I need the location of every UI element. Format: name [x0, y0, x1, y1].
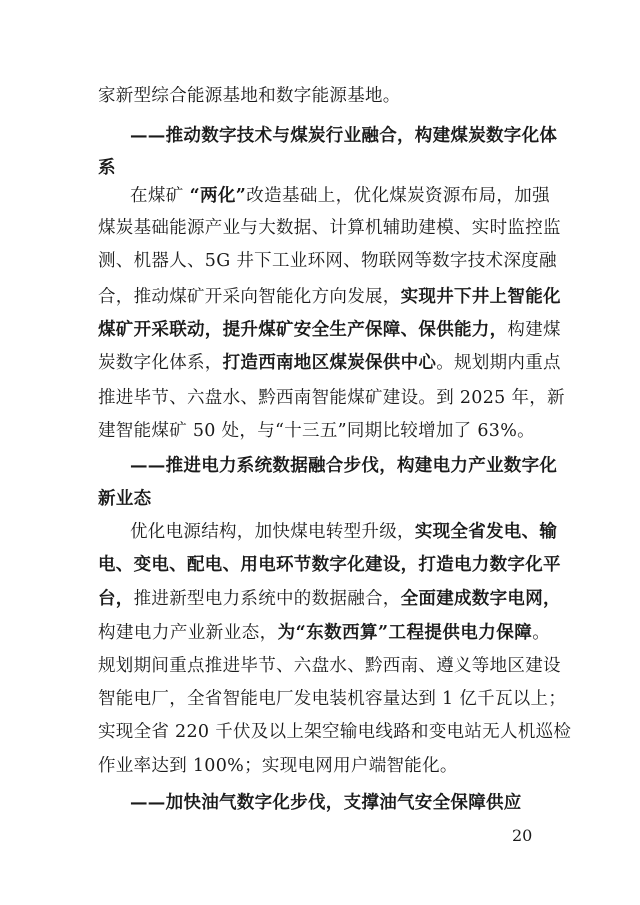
- paragraph-line: [130, 184, 550, 208]
- paragraph-line: [98, 754, 550, 778]
- section-heading: [130, 454, 558, 478]
- bold-text-run: 新业态: [98, 489, 152, 509]
- text-run: 作业率达到 100%；实现电网用户端智能化。: [98, 756, 458, 776]
- text-run: 测、机器人、5G 井下工业环网、物联网等数字技术深度融: [98, 251, 557, 271]
- bold-text-run: 实现全省发电、输: [414, 522, 558, 542]
- bold-text-run: 打造西南地区煤炭保供中心: [222, 353, 437, 373]
- text-run: 合，推动煤矿开采向智能化方向发展，: [98, 287, 401, 307]
- bold-text-run: 为“东数西算”工程提供电力保障: [277, 623, 533, 643]
- paragraph-line: [98, 654, 561, 678]
- text-run: 优化电源结构，加快煤电转型升级，: [130, 522, 415, 542]
- text-line: [98, 84, 550, 108]
- paragraph-line: [98, 419, 550, 443]
- text-run: 煤炭基础能源产业与大数据、计算机辅助建模、实时监控监: [98, 218, 561, 238]
- bold-text-run: ——推动数字技术与煤炭行业融合，构建煤炭数字化体: [130, 126, 558, 146]
- paragraph-line: [98, 587, 561, 611]
- bold-text-run: 电、变电、配电、用电环节数字化建设，打造电力数字化平: [98, 555, 561, 575]
- section-heading-continued: [98, 487, 550, 511]
- section-heading-continued: [98, 156, 550, 180]
- text-run: 。: [532, 623, 550, 643]
- bold-text-run: ——加快油气数字化步伐，支撑油气安全保障供应: [130, 793, 522, 813]
- text-run: 构建煤: [507, 320, 561, 340]
- text-run: 改造基础上，优化煤炭资源布局，加强: [246, 186, 550, 206]
- paragraph-line: [98, 318, 561, 342]
- bold-text-run: 系: [98, 158, 116, 178]
- paragraph-line: [98, 216, 561, 240]
- page-number: 20: [512, 826, 533, 845]
- bold-text-run: ——推进电力系统数据融合步伐，构建电力产业数字化: [130, 456, 558, 476]
- text-run: 炭数字化体系，: [98, 353, 223, 373]
- text-run: 推进新型电力系统中的数据融合，: [133, 589, 401, 609]
- bold-text-run: 台，: [98, 589, 134, 609]
- paragraph-line: [98, 351, 561, 375]
- paragraph-line: [98, 621, 550, 645]
- paragraph-line: [130, 520, 558, 544]
- section-heading: [130, 791, 550, 815]
- text-run: 建智能煤矿 50 处，与“十三五”同期比较增加了 63%。: [98, 421, 535, 441]
- paragraph-line: [98, 386, 565, 410]
- paragraph-line: [98, 720, 572, 744]
- text-run: 实现全省 220 千伏及以上架空输电线路和变电站无人机巡检: [98, 722, 572, 742]
- text-run: 在煤矿: [130, 186, 190, 206]
- text-run: 推进毕节、六盘水、黔西南智能煤矿建设。到 2025 年，新: [98, 388, 565, 408]
- paragraph-line: [98, 249, 557, 273]
- paragraph-line: [98, 285, 561, 309]
- bold-text-run: 全面建成数字电网，: [400, 589, 561, 609]
- text-run: 。规划期内重点: [436, 353, 561, 373]
- paragraph-line: [98, 687, 567, 711]
- text-run: 家新型综合能源基地和数字能源基地。: [98, 86, 401, 106]
- paragraph-line: [98, 553, 561, 577]
- text-run: 规划期间重点推进毕节、六盘水、黔西南、遵义等地区建设: [98, 656, 561, 676]
- bold-text-run: 煤矿开采联动，提升煤矿安全生产保障、保供能力，: [98, 320, 508, 340]
- bold-text-run: “两化”: [189, 186, 247, 206]
- text-run: 构建电力产业新业态，: [98, 623, 278, 643]
- bold-text-run: 实现井下井上智能化: [400, 287, 561, 307]
- text-run: 智能电厂，全省智能电厂发电装机容量达到 1 亿千瓦以上；: [98, 689, 567, 709]
- section-heading: [130, 124, 558, 148]
